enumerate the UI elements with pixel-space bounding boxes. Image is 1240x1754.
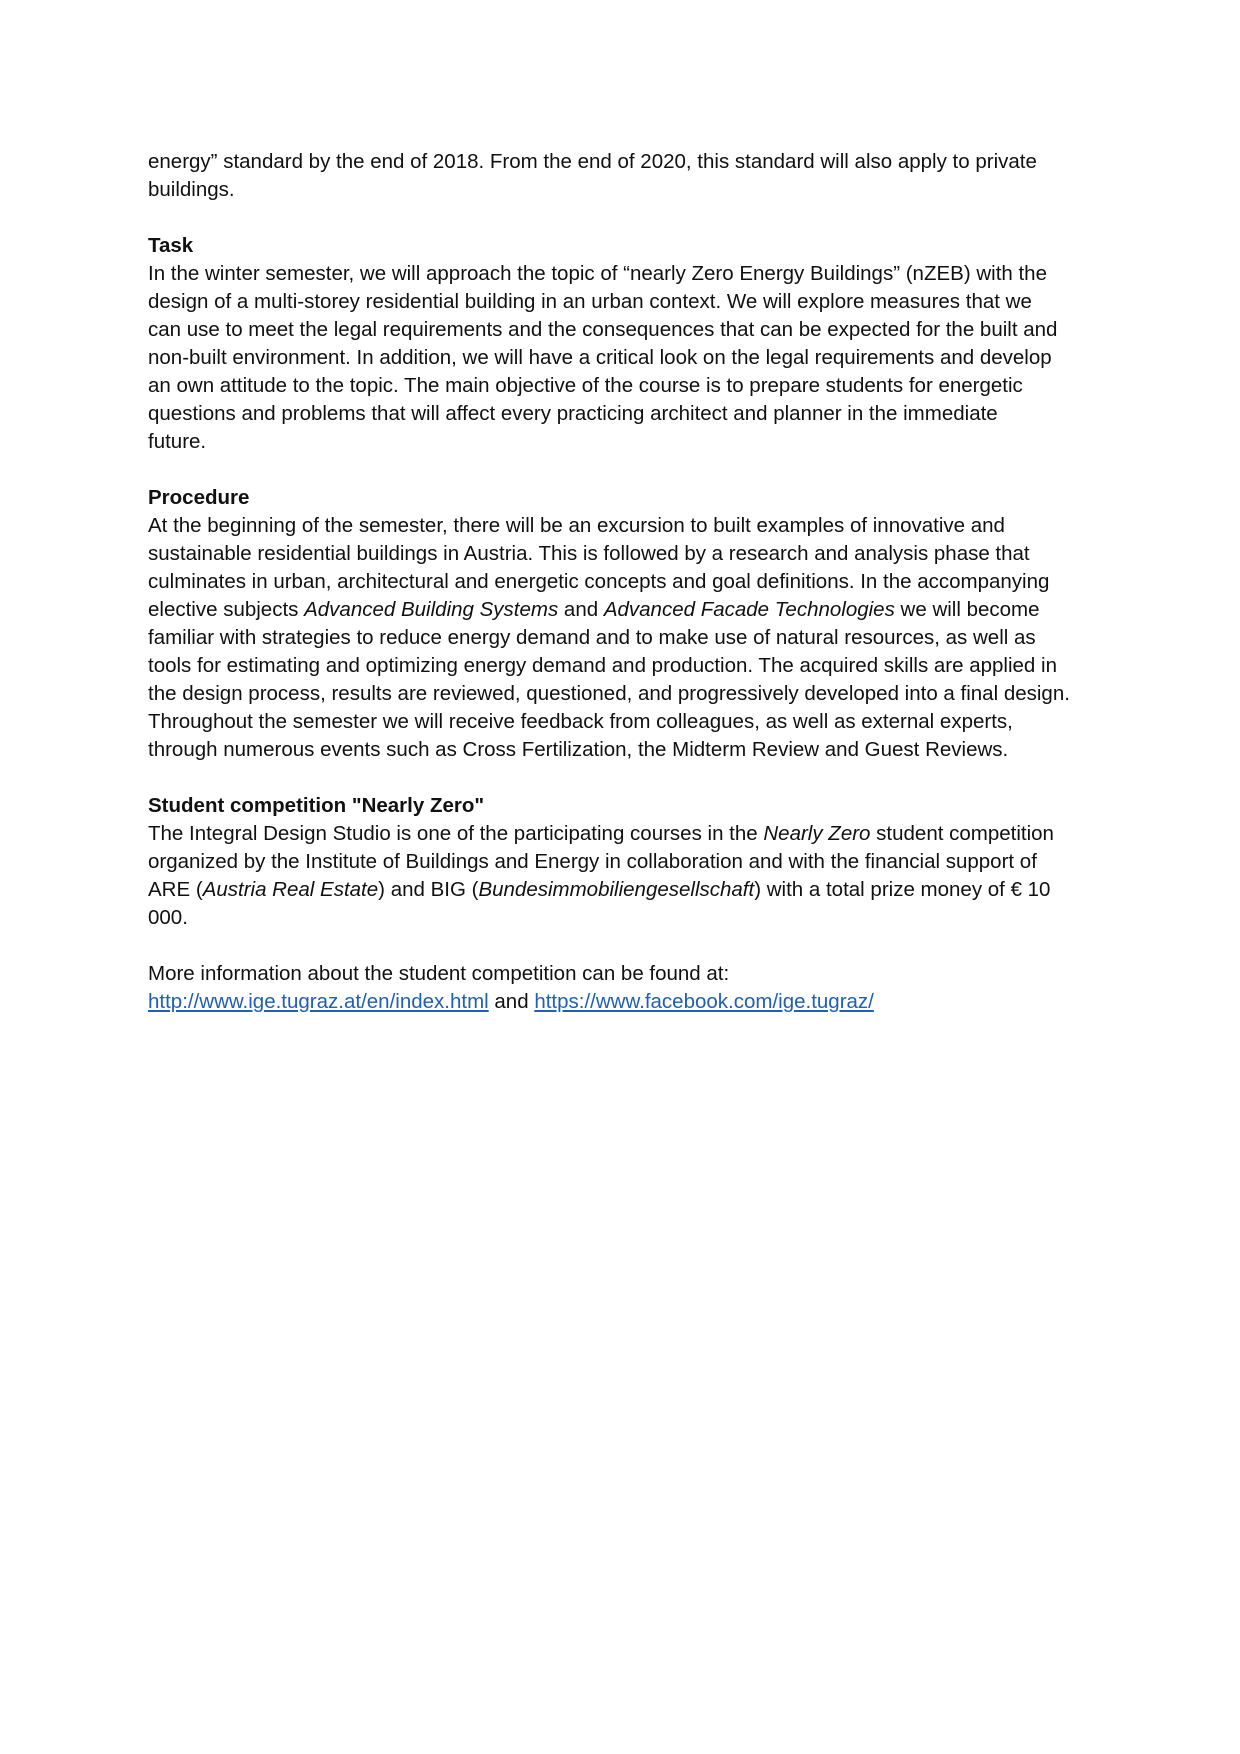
competition-text: student competition — [870, 822, 1054, 845]
competition-heading: Student competition "Nearly Zero" — [148, 794, 485, 817]
procedure-line: sustainable residential buildings in Austria. This is followed by a research and analysis phase that — [148, 542, 1030, 565]
more-info-links-line — [148, 988, 1108, 1016]
intro-paragraph — [148, 148, 1108, 204]
procedure-line: Throughout the semester we will receive feedback from colleagues, as well as external experts, — [148, 710, 1013, 733]
competition-line — [148, 820, 1108, 848]
task-line: questions and problems that will affect every practicing architect and planner in the immediate — [148, 402, 998, 425]
competition-line: organized by the Institute of Buildings and Energy in collaboration and with the financial support of — [148, 850, 1037, 873]
competition-text: ARE ( — [148, 878, 203, 901]
procedure-text: and — [558, 598, 604, 621]
competition-text: ) and BIG ( — [378, 878, 479, 901]
competition-text: ) with a total prize money of € 10 — [754, 878, 1051, 901]
procedure-section — [148, 484, 1108, 764]
task-line: non-built environment. In addition, we will have a critical look on the legal requirements and develop — [148, 346, 1052, 369]
intro-line: energy” standard by the end of 2018. From the end of 2020, this standard will also apply to private — [148, 150, 1037, 173]
facebook-link[interactable]: https://www.facebook.com/ige.tugraz/ — [534, 990, 874, 1013]
sponsor-name: Austria Real Estate — [202, 878, 379, 901]
competition-line — [148, 876, 1108, 904]
link-connector: and — [488, 990, 535, 1013]
competition-name: Nearly Zero — [763, 822, 871, 845]
procedure-heading: Procedure — [148, 486, 250, 509]
procedure-line: through numerous events such as Cross Fertilization, the Midterm Review and Guest Reviews. — [148, 738, 1009, 761]
task-section — [148, 232, 1108, 456]
procedure-line: familiar with strategies to reduce energy demand and to make use of natural resources, as well as — [148, 626, 1036, 649]
sponsor-name: Bundesimmobiliengesellschaft — [478, 878, 755, 901]
procedure-line: culminates in urban, architectural and energetic concepts and goal definitions. In the accompanying — [148, 570, 1050, 593]
task-line: can use to meet the legal requirements and the consequences that can be expected for the built and — [148, 318, 1058, 341]
procedure-line — [148, 596, 1108, 624]
procedure-line: the design process, results are reviewed, questioned, and progressively developed into a final design. — [148, 682, 1070, 705]
intro-line: buildings. — [148, 178, 235, 201]
competition-line: 000. — [148, 906, 188, 929]
task-line: In the winter semester, we will approach the topic of “nearly Zero Energy Buildings” (nZEB) with the — [148, 262, 1047, 285]
competition-section — [148, 792, 1108, 932]
task-line: an own attitude to the topic. The main objective of the course is to prepare students for energetic — [148, 374, 1023, 397]
procedure-text: elective subjects — [148, 598, 305, 621]
more-info-section — [148, 960, 1108, 1016]
course-name: Advanced Building Systems — [304, 598, 559, 621]
course-name: Advanced Facade Technologies — [603, 598, 895, 621]
more-info-line: More information about the student competition can be found at: — [148, 962, 730, 985]
task-line: future. — [148, 430, 207, 453]
procedure-text: we will become — [894, 598, 1040, 621]
document-page — [148, 148, 1108, 1044]
task-line: design of a multi-storey residential building in an urban context. We will explore measures that we — [148, 290, 1032, 313]
competition-text: The Integral Design Studio is one of the participating courses in the — [148, 822, 764, 845]
procedure-line: At the beginning of the semester, there will be an excursion to built examples of innovative and — [148, 514, 1005, 537]
procedure-line: tools for estimating and optimizing energy demand and production. The acquired skills are applied in — [148, 654, 1057, 677]
task-heading: Task — [148, 234, 194, 257]
ige-website-link[interactable]: http://www.ige.tugraz.at/en/index.html — [148, 990, 489, 1013]
